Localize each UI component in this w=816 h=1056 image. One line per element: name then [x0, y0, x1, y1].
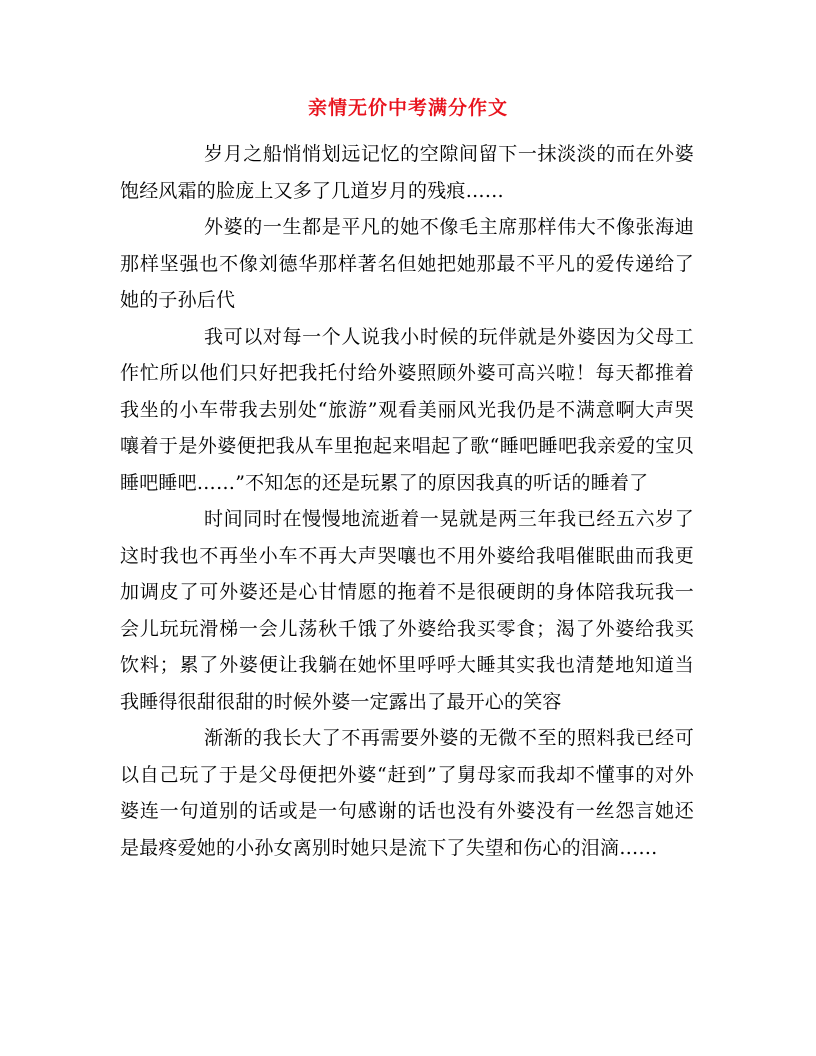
paragraph: 渐渐的我长大了不再需要外婆的无微不至的照料我已经可以自己玩了于是父母便把外婆“赶到”了舅母家而我却不懂事的对外婆连一句道别的话或是一句感谢的话也没有外婆没有一丝怨言她还是最疼爱她的小孙女离别时她只是流下了失望和伤心的泪滴……: [120, 727, 694, 859]
essay-body: [120, 136, 694, 866]
paragraph: 我可以对每一个人说我小时候的玩伴就是外婆因为父母工作忙所以他们只好把我托付给外婆照顾外婆可高兴啦！每天都推着我坐的小车带我去别处“旅游”观看美丽风光我仍是不满意啊大声哭嚷着于是外婆便把我从车里抱起来唱起了歌“睡吧睡吧我亲爱的宝贝睡吧睡吧……”不知怎的还是玩累了的原因我真的听话的睡着了: [120, 325, 694, 494]
document-title: 亲情无价中考满分作文: [307, 97, 508, 119]
paragraph: 时间同时在慢慢地流逝着一晃就是两三年我已经五六岁了这时我也不再坐小车不再大声哭嚷也不用外婆给我唱催眠曲而我更加调皮了可外婆还是心甘情愿的拖着不是很硬朗的身体陪我玩我一会儿玩玩滑梯一会儿荡秋千饿了外婆给我买零食；渴了外婆给我买饮料；累了外婆便让我躺在她怀里呼呼大睡其实我也清楚地知道当我睡得很甜很甜的时候外婆一定露出了最开心的笑容: [120, 508, 694, 713]
paragraph: 外婆的一生都是平凡的她不像毛主席那样伟大不像张海迪那样坚强也不像刘德华那样著名但她把她那最不平凡的爱传递给了她的子孙后代: [120, 216, 694, 311]
paragraph: 岁月之船悄悄划远记忆的空隙间留下一抹淡淡的而在外婆饱经风霜的脸庞上又多了几道岁月的残痕……: [120, 143, 694, 202]
